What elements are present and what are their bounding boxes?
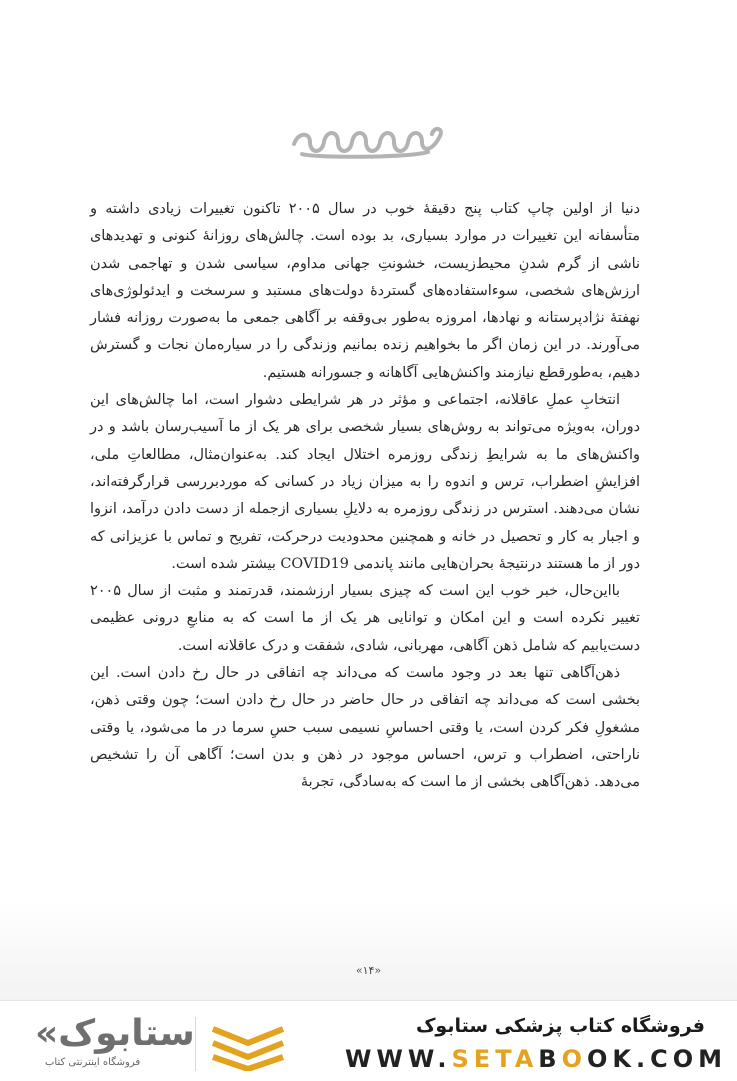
logo-divider bbox=[195, 1017, 196, 1071]
paragraph: بااین‌حال، خبر خوب این است که چیزی بسیار ارزشمند، قدرتمند و مثبت از سال ۲۰۰۵ تغییر نکرده است و این امکان و توانایی هر یک از ما است که به منابعِ درونی عظیمی دست‌یابیم که شامل ذهن آگاهی، مهربانی، شادی، شفقت و درک عاقلانه است. bbox=[90, 583, 640, 654]
paragraph: ذهن‌آگاهی تنها بعد در وجود ماست که می‌داند چه اتفاقی در حال رخ دادن است. این بخشی است که می‌داند چه اتفاقی در حال حاضر در حال رخ دادن است؛ چون وقتی ذهن، مشغولِ فکر کردن است، یا وقتی احساسِ نسیمی سبب حسِ سرما در ما می‌شود، یا وقتی ناراحتی، اضطراب و ترس، احساس موجود در ذهن و بدن است؛ آگاهی آن را تشخیص می‌دهد. ذهن‌آگاهی بخشی از ما است که به‌سادگی، تجربهٔ bbox=[90, 665, 640, 791]
book-chevrons-logo-icon bbox=[207, 1019, 289, 1071]
url-accent: O bbox=[561, 1045, 587, 1073]
store-name: فروشگاه کتاب پزشکی ستابوک bbox=[415, 1015, 705, 1037]
url-accent: SETA bbox=[451, 1045, 539, 1073]
logo-subtitle: فروشگاه اینترنتی کتاب bbox=[45, 1057, 141, 1068]
paragraph: انتخابِ عملِ عاقلانه، اجتماعی و مؤثر در هر شرایطی دشوار است، اما چالش‌های این دوران، به‌ویژه می‌تواند به روش‌های بسیار شخصی برای هر یک از ما آسیب‌رسان باشد و در واکنش‌های ما به شرایطِ زندگی روزمره اختلال ایجاد کند. به‌عنوان‌مثال، مطالعاتِ ملی، افزایشِ اضطراب، ترس و اندوه را به میزان زیاد در کسانی که موردبررسی قرارگرفته‌اند، نشان می‌دهند. استرس در زندگی روزمره به دلایلِ بسیاری ازجمله از دست دادن درآمد، انزوا و اجبار به کار و تحصیل در خانه و همچنین محدودیت درحرکت، تفریح و تماس با عزیزانی که دور از ما هستند درنتیجهٔ بحران‌هایی مانند پاندمی COVID19 بیشتر شده است. bbox=[90, 392, 640, 572]
store-logo[interactable] bbox=[35, 1013, 295, 1075]
ornament-icon bbox=[288, 118, 448, 168]
body-text bbox=[90, 196, 640, 797]
url-part: OK.COM bbox=[586, 1045, 727, 1073]
paragraph: دنیا از اولین چاپ کتاب پنج دقیقهٔ خوب در سال ۲۰۰۵ تاکنون تغییرات زیادی داشته و متأسفانه این تغییرات در موارد بسیاری، بد بوده است. چالش‌های روزانهٔ کنونی و تهدیدهای ناشی از گرم شدنِ محیط‌زیست، خشونتِ جهانی مداوم، سیاسی شدن و تهاجمی شدن ارزش‌های شخصی، سوءاستفاده‌های گستردهٔ دولت‌های مستبد و سرسخت و ایدئولوژی‌های نهفتهٔ نژادپرستانه و نهادها، امروزه به‌طور بی‌وقفه بر آگاهی جمعی ما به‌صورت روزانه فشار می‌آورند. در این زمان اگر ما بخواهیم زنده بمانیم وزندگی را در سیاره‌مان نجات و گسترش دهیم، به‌طورقطع نیازمند واکنش‌هایی آگاهانه و جسورانه هستیم. bbox=[90, 201, 640, 381]
store-banner bbox=[0, 1000, 737, 1081]
url-part: B bbox=[538, 1045, 562, 1073]
logo-wordmark: «ستابوک bbox=[35, 1013, 195, 1054]
page-number: «۱۴» bbox=[355, 964, 382, 977]
store-url[interactable] bbox=[345, 1045, 727, 1073]
url-part: WWW. bbox=[344, 1045, 452, 1073]
